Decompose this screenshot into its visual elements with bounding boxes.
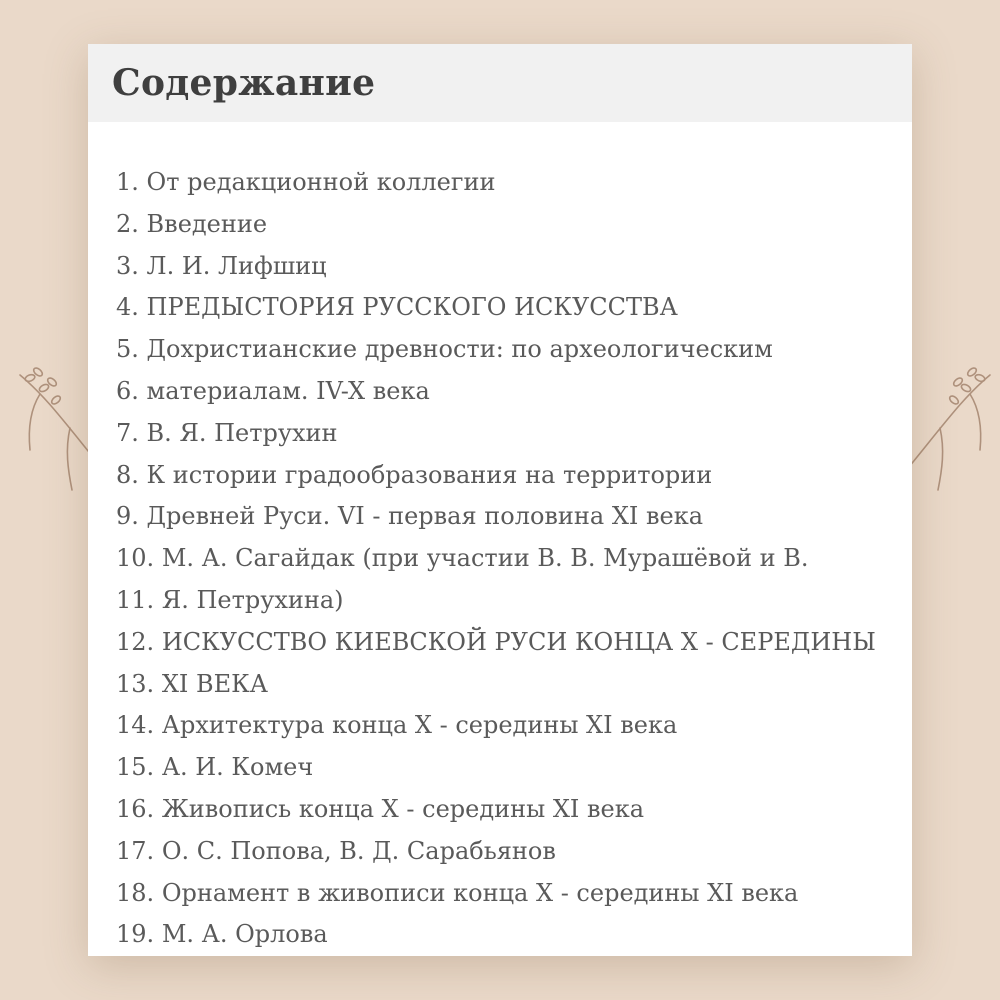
- toc-item-number: 14.: [116, 711, 155, 740]
- toc-item[interactable]: [116, 873, 912, 915]
- toc-item[interactable]: [116, 204, 912, 246]
- toc-item-number: 5.: [116, 335, 139, 364]
- toc-item-number: 7.: [116, 418, 139, 447]
- toc-item-text: Дохристианские древности: по археологическим: [146, 335, 773, 364]
- toc-card: [88, 44, 912, 956]
- toc-item-number: 16.: [116, 794, 155, 823]
- toc-item-number: 13.: [116, 669, 155, 698]
- toc-item-number: 11.: [116, 585, 155, 614]
- toc-item-text: Л. И. Лифшиц: [146, 251, 327, 280]
- toc-item[interactable]: [116, 413, 912, 455]
- toc-item[interactable]: [116, 622, 912, 664]
- toc-item-number: 8.: [116, 460, 139, 489]
- toc-item[interactable]: [116, 664, 912, 706]
- toc-item-number: 1.: [116, 168, 139, 196]
- toc-item-number: 17.: [116, 836, 155, 865]
- toc-item-text: А. И. Комеч: [161, 753, 314, 782]
- toc-item-text: Живопись конца X - середины XI века: [161, 794, 645, 823]
- toc-item-number: 4.: [116, 293, 139, 322]
- toc-item-text: К истории градообразования на территории: [146, 460, 713, 489]
- toc-item-text: О. С. Попова, В. Д. Сарабьянов: [161, 836, 556, 865]
- toc-item[interactable]: [116, 538, 912, 580]
- toc-item-text: Архитектура конца X - середины XI века: [161, 711, 678, 740]
- toc-item-number: 3.: [116, 251, 139, 280]
- toc-item[interactable]: [116, 287, 912, 329]
- toc-item-text: ПРЕДЫСТОРИЯ РУССКОГО ИСКУССТВА: [146, 293, 678, 322]
- toc-header: [88, 44, 912, 122]
- toc-list: [88, 122, 912, 956]
- toc-item[interactable]: [116, 371, 912, 413]
- toc-item[interactable]: [116, 705, 912, 747]
- toc-item-number: 10.: [116, 544, 155, 573]
- toc-item-text: ИСКУССТВО КИЕВСКОЙ РУСИ КОНЦА X - СЕРЕДИНЫ: [161, 627, 876, 656]
- toc-item-text: М. А. Сагайдак (при участии В. В. Мурашёвой и В.: [161, 544, 809, 573]
- toc-item-number: 2.: [116, 209, 139, 238]
- toc-item[interactable]: [116, 747, 912, 789]
- toc-item[interactable]: [116, 162, 912, 204]
- toc-item-text: Введение: [146, 209, 268, 238]
- toc-item-number: 18.: [116, 878, 155, 907]
- toc-item-number: 19.: [116, 920, 155, 949]
- toc-item-number: 9.: [116, 502, 139, 531]
- toc-item-number: 15.: [116, 753, 155, 782]
- toc-item-text: В. Я. Петрухин: [146, 418, 338, 447]
- toc-item-text: Я. Петрухина): [161, 585, 344, 614]
- toc-item-text: материалам. IV-X века: [146, 376, 430, 405]
- toc-item-text: XI ВЕКА: [161, 669, 268, 698]
- toc-item[interactable]: [116, 789, 912, 831]
- toc-item-text: От редакционной коллегии: [146, 168, 496, 196]
- toc-item[interactable]: [116, 329, 912, 371]
- toc-item-text: М. А. Орлова: [161, 920, 328, 949]
- toc-item[interactable]: [116, 246, 912, 288]
- toc-item-text: Орнамент в живописи конца X - середины XI века: [161, 878, 799, 907]
- page-title: Содержание: [112, 62, 376, 104]
- toc-item[interactable]: [116, 914, 912, 956]
- toc-item[interactable]: [116, 831, 912, 873]
- toc-item-number: 12.: [116, 627, 155, 656]
- toc-item-text: Древней Руси. VI - первая половина XI века: [146, 502, 704, 531]
- toc-item[interactable]: [116, 455, 912, 497]
- toc-item[interactable]: [116, 496, 912, 538]
- toc-item[interactable]: [116, 580, 912, 622]
- toc-item-number: 6.: [116, 376, 139, 405]
